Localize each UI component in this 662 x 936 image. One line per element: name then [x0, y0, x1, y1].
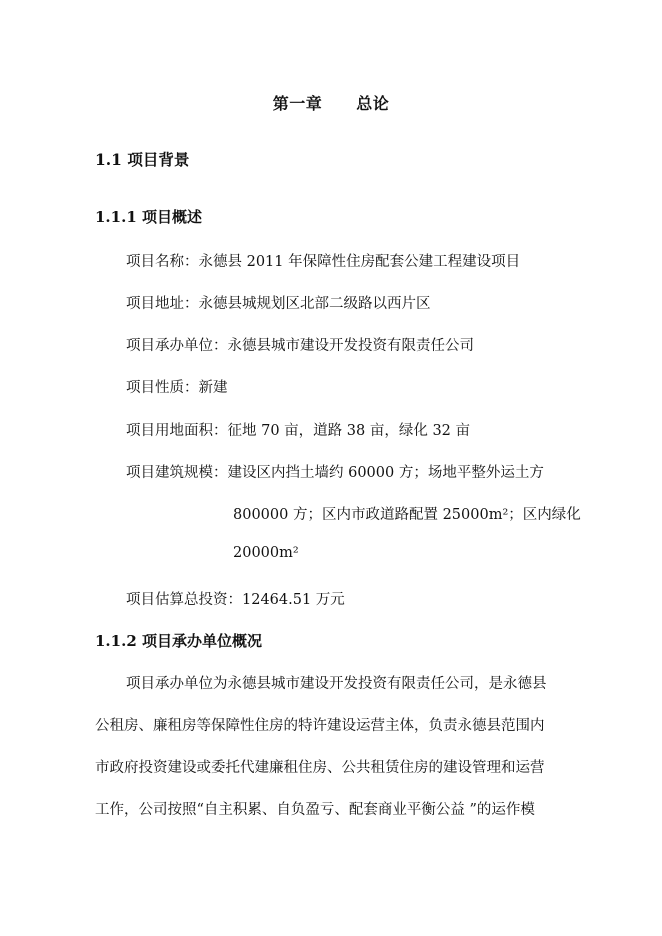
- project-address-line: 项目地址：永德县城规划区北部二级路以西片区: [126, 296, 431, 312]
- project-name-line: 项目名称：永德县 2011 年保障性住房配套公建工程建设项目: [126, 254, 521, 270]
- section-heading-1-1: 1.1 项目背景: [95, 150, 190, 169]
- chapter-heading: [0, 91, 662, 114]
- org-paragraph-line: 市政府投资建设或委托代建廉租住房、公共租赁住房的建设管理和运营: [95, 760, 545, 776]
- project-organizer-line: 项目承办单位：永德县城市建设开发投资有限责任公司: [126, 338, 474, 354]
- chapter-title: 总论: [356, 94, 390, 113]
- project-scale-line-2: 800000 方；区内市政道路配置 25000m²；区内绿化: [233, 507, 581, 523]
- project-scale-line-3: 20000m²: [233, 545, 299, 561]
- section-heading-1-1-2: 1.1.2 项目承办单位概况: [95, 632, 262, 650]
- org-paragraph-line: 公租房、廉租房等保障性住房的特许建设运营主体，负责永德县范围内: [95, 718, 545, 734]
- project-scale-line-1: 项目建筑规模：建设区内挡土墙约 60000 方；场地平整外运土方: [126, 465, 544, 481]
- section-heading-1-1-1: 1.1.1 项目概述: [95, 208, 202, 226]
- project-nature-line: 项目性质：新建: [126, 380, 228, 396]
- org-paragraph-line: 项目承办单位为永德县城市建设开发投资有限责任公司，是永德县: [126, 676, 547, 692]
- chapter-number: 第一章: [272, 94, 323, 113]
- project-land-area-line: 项目用地面积：征地 70 亩，道路 38 亩，绿化 32 亩: [126, 423, 471, 439]
- project-investment-line: 项目估算总投资：12464.51 万元: [126, 592, 345, 608]
- org-paragraph-line: 工作，公司按照“自主积累、自负盈亏、配套商业平衡公益 ”的运作模: [95, 802, 535, 818]
